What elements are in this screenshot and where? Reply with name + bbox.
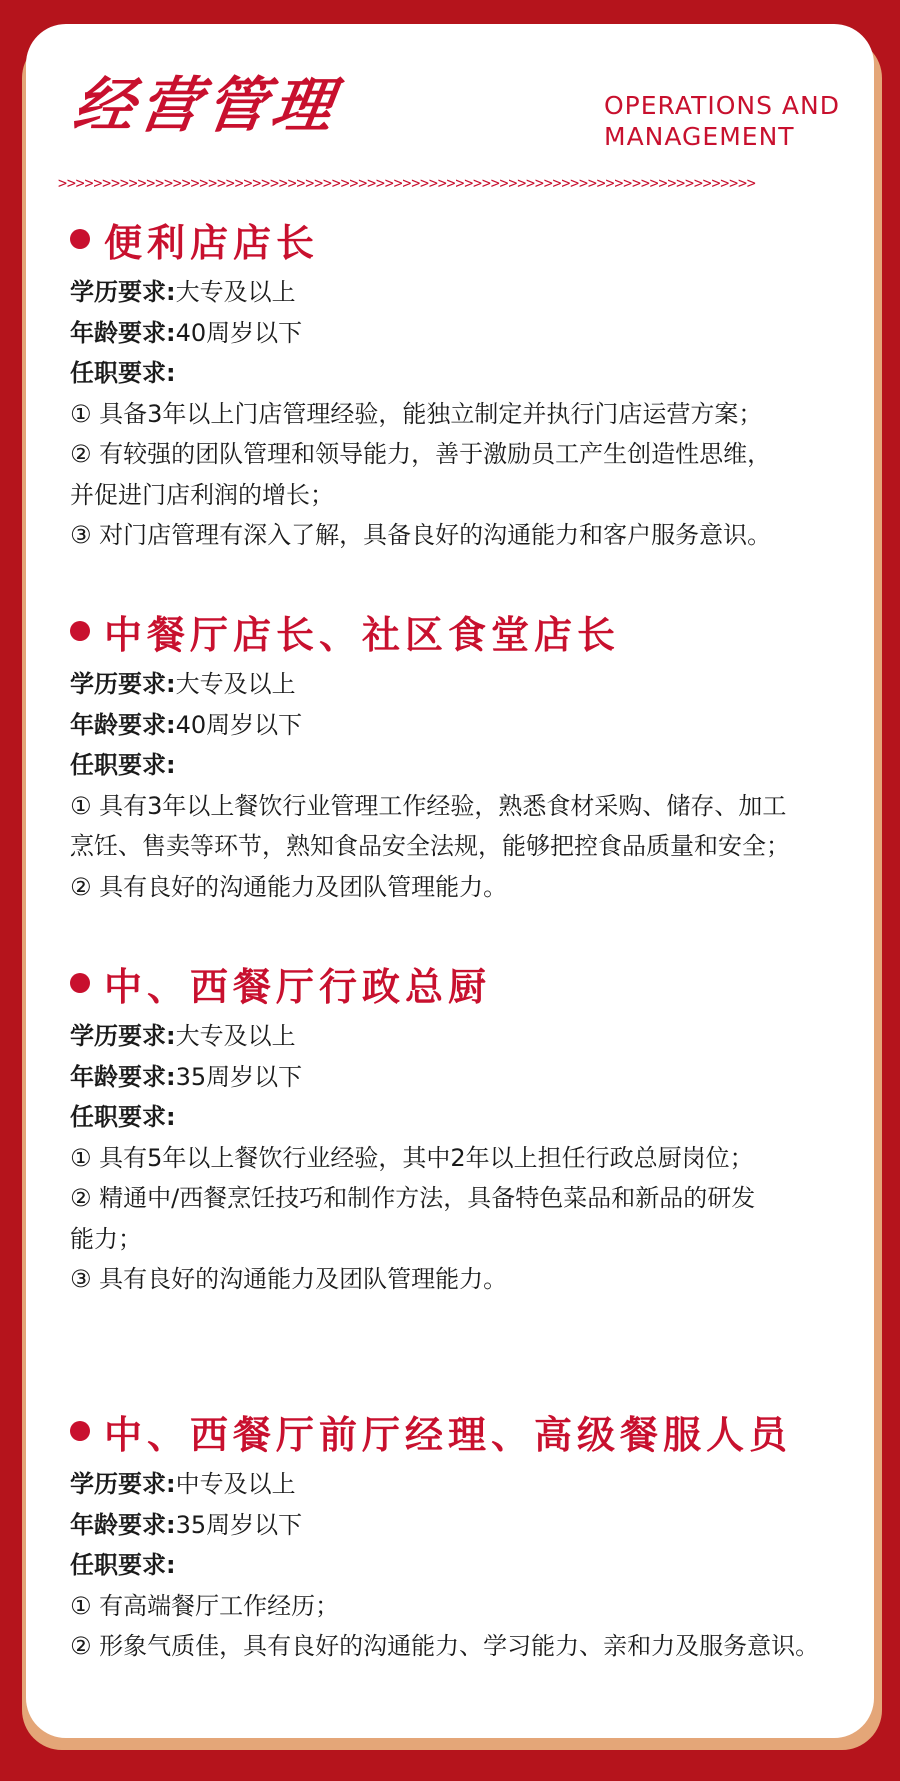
job-section-executive-chef	[70, 958, 870, 1300]
page-subtitle-en	[604, 90, 840, 152]
job-section-convenience-store-manager	[70, 214, 870, 556]
bullet-dot-icon	[70, 621, 90, 641]
age-row	[70, 705, 870, 746]
content-card	[26, 24, 874, 1738]
education-value: 中专及以上	[175, 1470, 296, 1498]
bullet-dot-icon	[70, 973, 90, 993]
section-title-text: 中、西餐厅行政总厨	[104, 964, 492, 1009]
age-value: 40周岁以下	[175, 710, 303, 739]
education-label: 学历要求:	[70, 1470, 176, 1498]
duties-label: 任职要求:	[70, 751, 176, 779]
education-row	[70, 1016, 870, 1057]
age-row	[70, 313, 870, 354]
duty-line: 能力；	[70, 1224, 142, 1253]
duty-line: ② 有较强的团队管理和领导能力，善于激励员工产生创造性思维，	[70, 440, 772, 468]
duty-line: ① 具备3年以上门店管理经验，能独立制定并执行门店运营方案；	[70, 399, 763, 428]
duties-label-row	[70, 745, 870, 786]
subtitle-line-1: OPERATIONS AND	[604, 91, 840, 120]
subtitle-line-2: MANAGEMENT	[604, 122, 795, 151]
education-value: 大专及以上	[175, 278, 296, 306]
age-row	[70, 1505, 870, 1546]
duties-label: 任职要求:	[70, 359, 176, 387]
arrow-divider: >>>>>>>>>>>>>>>>>>>>>>>>>>>>>>>>>>>>>>>>>>>>>>>>>>>>>>>>>>>>>>>>>>>>>>>>>>>>>>>	[58, 174, 756, 192]
page-title: 经营管理	[69, 71, 343, 141]
education-row	[70, 272, 870, 313]
duty-line: ② 精通中/西餐烹饪技巧和制作方法，具备特色菜品和新品的研发	[70, 1184, 756, 1212]
age-label: 年龄要求:	[70, 1510, 176, 1539]
education-row	[70, 1464, 870, 1505]
section-title-text: 中、西餐厅前厅经理、高级餐服人员	[104, 1412, 793, 1457]
bullet-dot-icon	[70, 229, 90, 249]
duty-line: ③ 对门店管理有深入了解，具备良好的沟通能力和客户服务意识。	[70, 521, 772, 549]
job-section-chinese-restaurant-manager	[70, 606, 870, 907]
education-value: 大专及以上	[175, 1022, 296, 1050]
duty-line: ③ 具有良好的沟通能力及团队管理能力。	[70, 1265, 508, 1293]
section-title	[70, 958, 870, 1008]
duties-label-row	[70, 353, 870, 394]
section-title-text: 中餐厅店长、社区食堂店长	[104, 612, 621, 657]
age-value: 40周岁以下	[175, 318, 303, 347]
section-title	[70, 214, 870, 264]
section-title-text: 便利店店长	[104, 220, 320, 265]
duty-line: ② 形象气质佳，具有良好的沟通能力、学习能力、亲和力及服务意识。	[70, 1632, 820, 1660]
age-label: 年龄要求:	[70, 318, 176, 347]
duties-label: 任职要求:	[70, 1551, 176, 1579]
age-row	[70, 1057, 870, 1098]
age-label: 年龄要求:	[70, 1062, 176, 1091]
job-section-front-of-house-manager	[70, 1406, 870, 1667]
bullet-dot-icon	[70, 1421, 90, 1441]
duty-line: ① 具有3年以上餐饮行业管理工作经验，熟悉食材采购、储存、加工	[70, 791, 787, 820]
education-label: 学历要求:	[70, 670, 176, 698]
duties-label: 任职要求:	[70, 1103, 176, 1131]
section-title	[70, 606, 870, 656]
duty-line: ① 有高端餐厅工作经历；	[70, 1591, 340, 1620]
education-label: 学历要求:	[70, 1022, 176, 1050]
age-label: 年龄要求:	[70, 710, 176, 739]
duties-label-row	[70, 1097, 870, 1138]
duties-label-row	[70, 1545, 870, 1586]
education-value: 大专及以上	[175, 670, 296, 698]
education-row	[70, 664, 870, 705]
age-value: 35周岁以下	[175, 1510, 303, 1539]
age-value: 35周岁以下	[175, 1062, 303, 1091]
education-label: 学历要求:	[70, 278, 176, 306]
duty-line: ② 具有良好的沟通能力及团队管理能力。	[70, 872, 508, 901]
duty-line: 烹饪、售卖等环节，熟知食品安全法规，能够把控食品质量和安全；	[70, 832, 790, 860]
duty-line: ① 具有5年以上餐饮行业经验，其中2年以上担任行政总厨岗位；	[70, 1143, 754, 1172]
duty-line: 并促进门店利润的增长；	[70, 480, 334, 509]
section-title	[70, 1406, 870, 1456]
